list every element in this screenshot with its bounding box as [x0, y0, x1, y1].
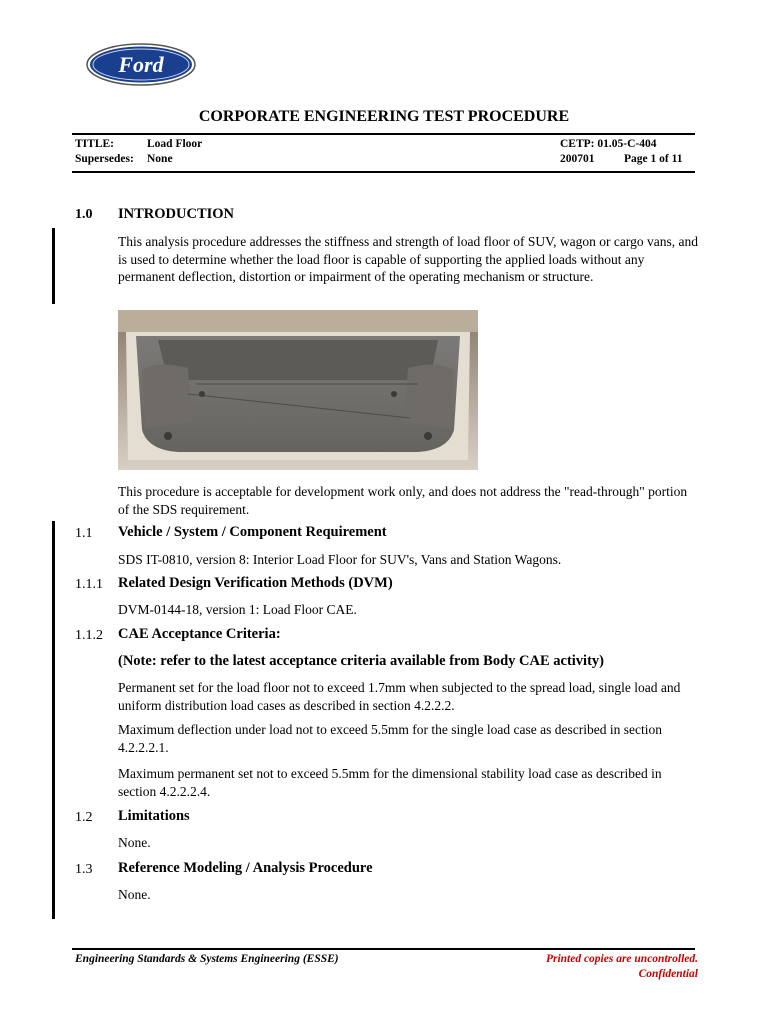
ford-logo-text: Ford [118, 52, 164, 77]
section-title: Reference Modeling / Analysis Procedure [118, 860, 373, 876]
criteria-paragraph: Maximum deflection under load not to exceed 5.5mm for the single load case as described in section 4.2.2.2.1. [118, 722, 662, 755]
section-body: SDS IT-0810, version 8: Interior Load Floor for SUV's, Vans and Station Wagons. [118, 552, 562, 567]
criteria-paragraph: Maximum permanent set not to exceed 5.5mm for the dimensional stability load case as described in section 4.2.2.2.4. [118, 766, 662, 799]
header-top-rule [72, 133, 695, 135]
section-body: None. [118, 887, 151, 902]
section-number: 1.2 [75, 810, 93, 825]
title-label: TITLE: [75, 138, 114, 150]
section-number: 1.1.1 [75, 577, 103, 592]
date-code: 200701 [560, 153, 595, 165]
intro-paragraph: This analysis procedure addresses the stiffness and strength of load floor of SUV, wagon or cargo vans, and is used to determine whether the load floor is capable of supporting the applied loads without any permanent deflection, distortion or impairment of the operating mechanism or structure. [118, 234, 698, 284]
cargo-area-photo [118, 310, 478, 470]
supersedes-label: Supersedes: [75, 153, 134, 165]
page-number: Page 1 of 11 [624, 153, 683, 165]
section-title: Vehicle / System / Component Requirement [118, 524, 387, 540]
footer-uncontrolled-notice: Printed copies are uncontrolled. [545, 953, 698, 965]
footer-disclaimer [546, 952, 698, 982]
section-number: 1.1.2 [75, 628, 103, 643]
section-number: 1.3 [75, 862, 93, 877]
section-title: INTRODUCTION [118, 206, 235, 222]
section-title: Related Design Verification Methods (DVM) [118, 575, 393, 591]
section-title: CAE Acceptance Criteria: [118, 626, 281, 642]
document-title: CORPORATE ENGINEERING TEST PROCEDURE [198, 108, 570, 125]
note-paragraph: This procedure is acceptable for development work only, and does not address the "read-through" portion of the SDS requirement. [118, 484, 688, 517]
section-title: Limitations [118, 808, 190, 824]
criteria-paragraph: Permanent set for the load floor not to exceed 1.7mm when subjected to the spread load, single load and uniform distribution load cases as described in section 4.2.2.2. [118, 680, 681, 713]
supersedes-value: None [147, 153, 173, 165]
section-body: None. [118, 835, 151, 850]
footer-rule [72, 948, 695, 950]
cetp-number: CETP: 01.05-C-404 [560, 138, 657, 150]
change-bar [52, 521, 55, 919]
title-value: Load Floor [147, 138, 203, 150]
section-body: DVM-0144-18, version 1: Load Floor CAE. [118, 602, 357, 617]
acceptance-note: (Note: refer to the latest acceptance criteria available from Body CAE activity) [118, 653, 604, 669]
section-number: 1.0 [75, 207, 93, 222]
change-bar [52, 228, 55, 304]
header-bottom-rule [72, 171, 695, 173]
footer-confidential: Confidential [638, 968, 698, 980]
ford-logo [86, 43, 196, 86]
section-number: 1.1 [75, 526, 93, 541]
footer-organization: Engineering Standards & Systems Engineering (ESSE) [75, 953, 339, 965]
